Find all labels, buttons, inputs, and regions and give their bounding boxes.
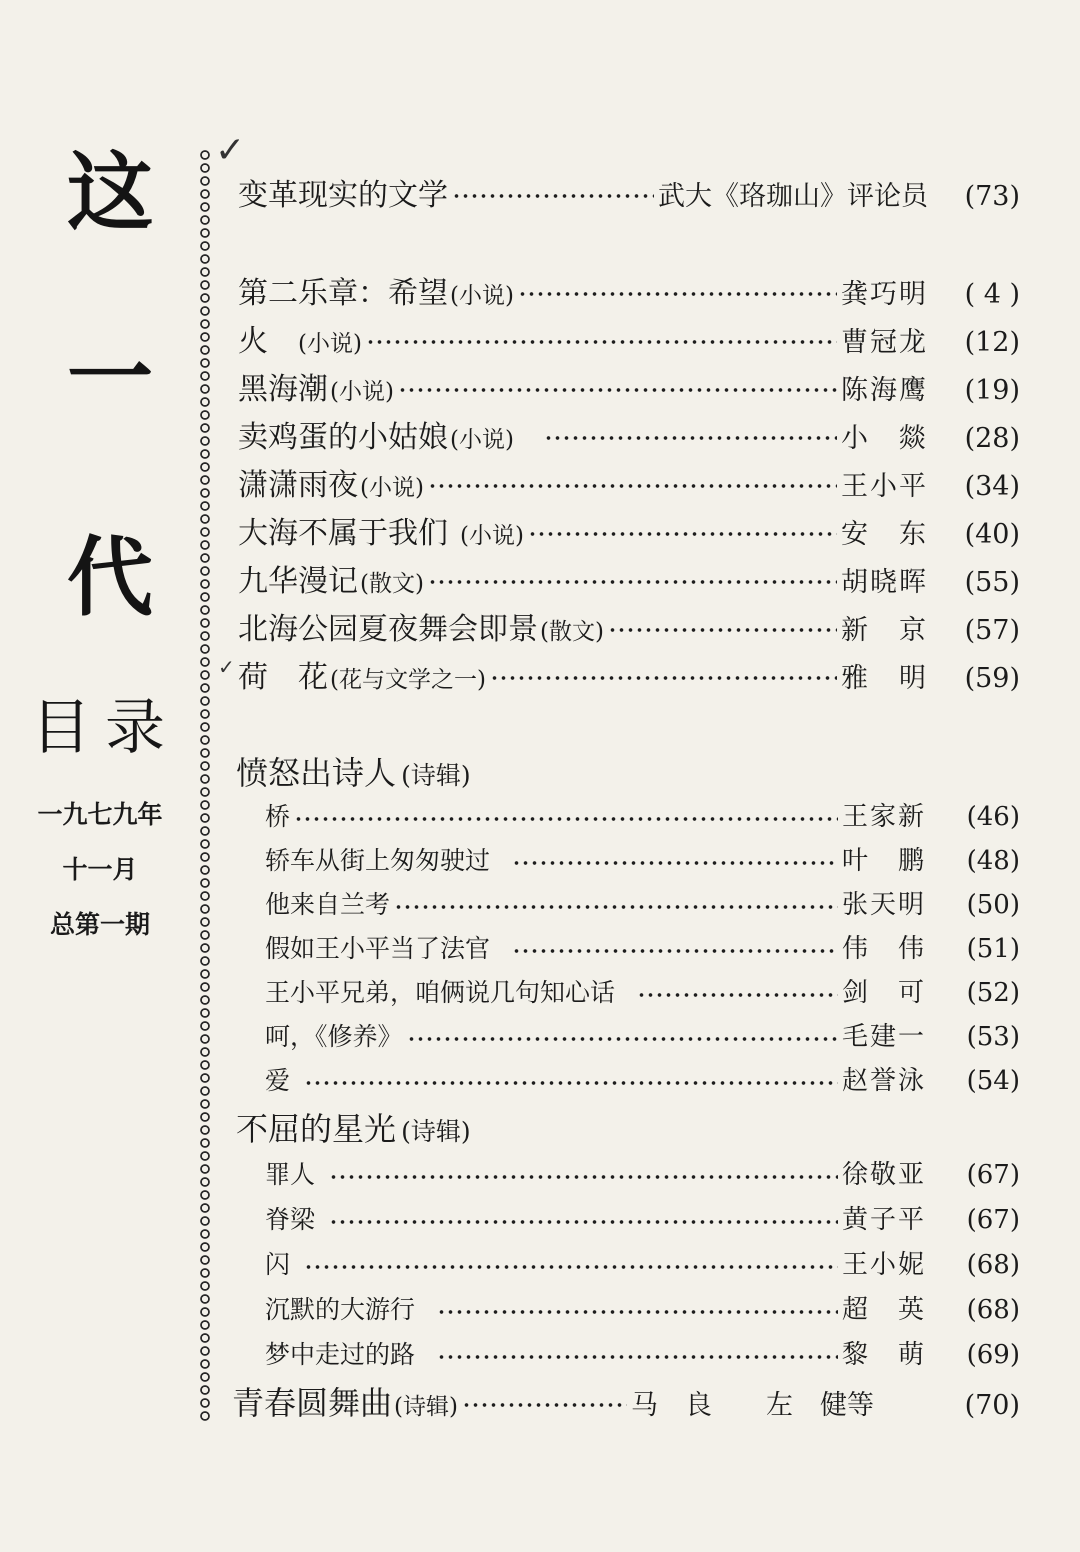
section-title: 愤怒出诗人 [236,754,397,792]
entry-author: 雅 明 [841,663,928,694]
toc-entry[interactable] [238,652,1020,696]
issue-month: 十一月 [62,855,138,884]
dot-leader [366,339,837,345]
entry-title: 桥 [265,802,291,831]
entry-author: 王小平 [841,471,928,502]
entry-author: 陈海鹰 [841,375,928,406]
entry-author: 黎 萌 [842,1340,927,1370]
entry-page: (70) [964,1390,1020,1421]
entry-page: (28) [964,423,1020,454]
entry-title: 九华漫记 [238,564,358,599]
dot-leader [528,531,837,537]
section-title: 不屈的星光 [236,1110,397,1148]
entry-page: (12) [964,327,1020,358]
entry-page: (50) [966,890,1020,920]
entry-author: 毛建一 [842,1022,927,1052]
toc-entry[interactable] [232,1378,1020,1424]
entry-genre: (花与文学之一) [330,667,486,693]
toc-entry[interactable] [265,796,1020,833]
entry-author: 超 英 [842,1295,927,1325]
dot-leader [329,1174,838,1180]
entry-title: 荷 花 [238,660,328,695]
entry-genre: (诗辑) [394,1394,458,1420]
entry-author: 赵誉泳 [842,1066,927,1096]
entry-title: 呵，《修养》 [265,1022,403,1051]
entry-title: 假如王小平当了法官 [265,934,491,963]
entry-title: 王小平兄弟，咱俩说几句知心话 [265,978,616,1007]
toc-entry[interactable] [265,1154,1020,1191]
toc-entry[interactable] [238,460,1020,504]
issue-number: 总第一期 [49,910,150,939]
entry-genre: (小说) [460,523,524,549]
entry-title: 卖鸡蛋的小姑娘 [238,420,448,455]
dot-leader [329,1219,838,1225]
entry-page: (73) [964,181,1020,212]
entry-page: (67) [966,1160,1020,1190]
entry-title: 北海公园夏夜舞会即景 [238,612,538,647]
dot-leader [518,291,837,297]
toc-entry[interactable] [238,316,1020,360]
entry-title: 潇潇雨夜 [238,468,358,503]
toc-entry[interactable] [238,364,1020,408]
dot-leader [398,387,837,393]
entry-genre: (小说) [330,379,394,405]
entry-title: 他来自兰考 [265,890,391,919]
toc-entry[interactable] [238,604,1020,648]
poetry-section-heading[interactable] [236,1104,471,1150]
dot-leader [490,675,837,681]
entry-title: 变革现实的文学 [238,178,448,213]
entry-author: 胡晓晖 [841,567,928,598]
entry-page: (55) [964,567,1020,598]
entry-author: 龚巧明 [841,279,928,310]
entry-author: 叶 鹏 [842,846,927,876]
toc-entry[interactable] [265,1060,1020,1097]
entry-author: 武大《珞珈山》评论员 [658,181,928,212]
entry-author: 马 良 左 健等 [630,1390,874,1421]
dot-leader [394,904,838,910]
entry-page: (59) [964,663,1020,694]
entry-page: (53) [966,1022,1020,1052]
entry-author: 张天明 [842,890,927,920]
dot-leader [637,992,838,998]
dot-leader [512,948,838,954]
entry-genre: (小说) [450,283,514,309]
toc-entry[interactable] [265,1289,1020,1326]
toc-entry[interactable] [238,412,1020,456]
entry-title: 大海不属于我们 [238,516,448,551]
toc-entry[interactable] [265,1199,1020,1236]
entry-genre: (小说) [450,427,514,453]
entry-author: 剑 可 [842,978,927,1008]
entry-title: 第二乐章：希望 [238,276,448,311]
entry-author: 伟 伟 [842,934,927,964]
pencil-check-mark-icon: ✓ [215,130,246,171]
dot-leader [512,860,838,866]
entry-title: 火 [238,324,268,359]
dot-leader [428,579,837,585]
dot-leader [544,435,837,441]
entry-genre: (散文) [540,619,604,645]
entry-author: 曹冠龙 [841,327,928,358]
toc-entry[interactable] [265,884,1020,921]
entry-author: 黄子平 [842,1205,927,1235]
entry-title: 黑海潮 [238,372,328,407]
entry-page: (19) [964,375,1020,406]
entry-page: (68) [966,1295,1020,1325]
entry-page: (34) [964,471,1020,502]
entry-author: 徐敬亚 [842,1160,927,1190]
dot-leader [452,193,654,199]
entry-author: 小 燚 [841,423,928,454]
toc-entry[interactable] [238,508,1020,552]
entry-title: 青春圆舞曲 [232,1384,393,1422]
dot-leader [437,1309,838,1315]
entry-author: 新 京 [841,615,928,646]
section-genre: (诗辑) [401,761,471,790]
entry-page: (57) [964,615,1020,646]
entry-title: 沉默的大游行 [265,1295,416,1324]
toc-entry[interactable] [238,268,1020,312]
entry-genre: (散文) [360,571,424,597]
entry-title: 轿车从街上匆匆驶过 [265,846,491,875]
dot-leader [304,1080,838,1086]
entry-title: 爱 [265,1066,291,1095]
dot-leader [304,1264,838,1270]
poetry-section-heading[interactable] [236,748,471,794]
dot-leader [407,1036,838,1042]
toc-entry[interactable] [265,1334,1020,1371]
entry-page: (52) [966,978,1020,1008]
magazine-title-char-2: 一 [67,328,153,428]
contents-heading: 目录 [31,693,179,763]
dot-leader [437,1354,838,1360]
dot-leader [428,483,837,489]
dot-leader [294,816,838,822]
entry-title: 闪 [265,1250,291,1279]
toc-entry[interactable] [265,1016,1020,1053]
section-genre: (诗辑) [401,1117,471,1146]
entry-title: 罪人 [265,1160,316,1189]
toc-entry[interactable] [265,1244,1020,1281]
toc-entry[interactable] [238,556,1020,600]
entry-author: 安 东 [841,519,928,550]
toc-entry[interactable] [265,840,1020,877]
pencil-check-mark-icon: ✓ [218,655,235,679]
issue-year: 一九七九年 [37,800,163,829]
entry-page: ( 4 ) [964,279,1020,310]
entry-page: (68) [966,1250,1020,1280]
toc-entry[interactable] [265,972,1020,1009]
entry-title: 脊梁 [265,1205,316,1234]
entry-author: 王小妮 [842,1250,927,1280]
toc-entry[interactable] [238,170,1020,214]
entry-title: 梦中走过的路 [265,1340,416,1369]
entry-page: (51) [966,934,1020,964]
entry-page: (40) [964,519,1020,550]
entry-page: (48) [966,846,1020,876]
entry-author: 王家新 [842,802,927,832]
entry-genre: (小说) [360,475,424,501]
entry-page: (54) [966,1066,1020,1096]
entry-genre: (小说) [298,331,362,357]
entry-page: (69) [966,1340,1020,1370]
magazine-title-char-3: 代 [67,528,153,628]
dot-leader [608,627,837,633]
entry-page: (67) [966,1205,1020,1235]
entry-page: (46) [966,802,1020,832]
magazine-title-char-1: 这 [67,143,153,243]
dot-leader [462,1402,627,1408]
toc-entry[interactable] [265,928,1020,965]
